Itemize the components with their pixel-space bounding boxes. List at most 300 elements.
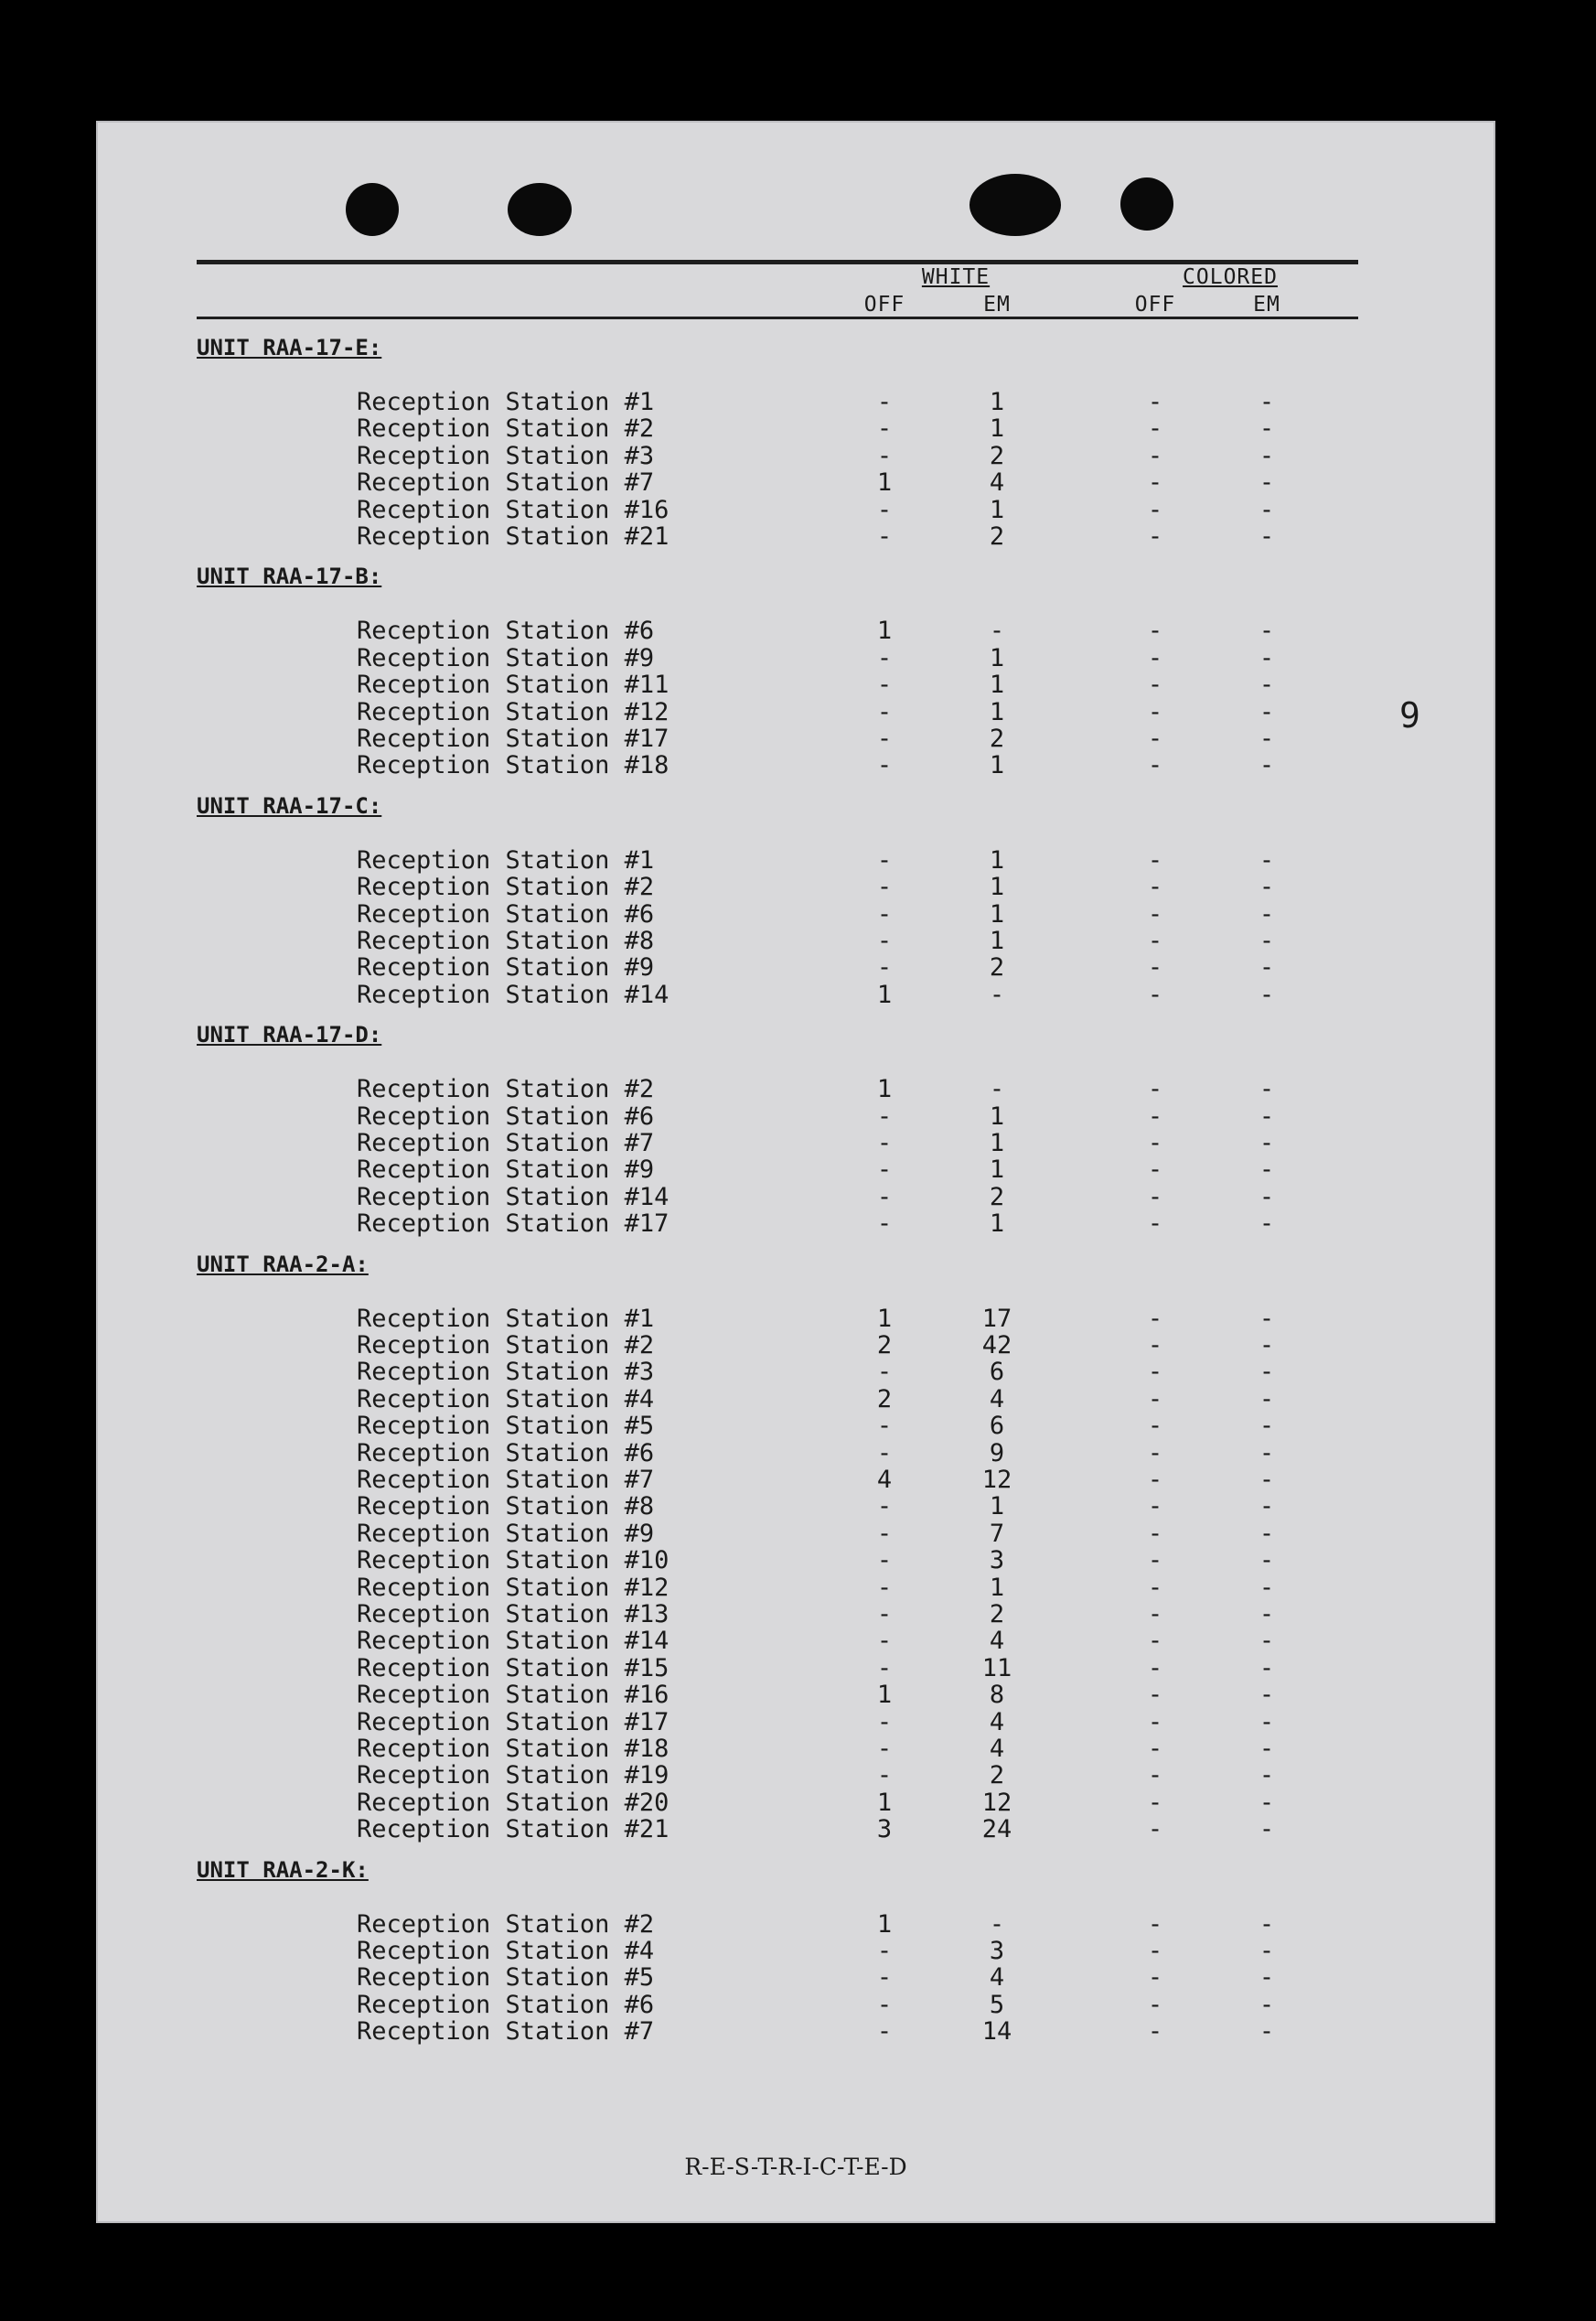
table-row <box>96 671 1495 698</box>
table-row <box>96 644 1495 672</box>
white-off-cell: 1 <box>876 617 893 646</box>
colored-off-cell: - <box>1147 1519 1163 1548</box>
unit-heading: UNIT RAA-17-E: <box>197 335 382 360</box>
colored-em-cell: - <box>1259 1761 1275 1790</box>
colored-em-cell: - <box>1259 1573 1275 1602</box>
colored-em-cell: - <box>1259 1438 1275 1467</box>
table-row <box>96 1681 1495 1708</box>
white-em-cell: 2 <box>989 725 1005 753</box>
white-em-cell: 6 <box>989 1358 1005 1387</box>
white-em-cell: 5 <box>989 1990 1005 2019</box>
white-em-cell: 6 <box>989 1412 1005 1441</box>
station-label: Reception Station #6 <box>357 1438 655 1467</box>
white-em-cell: - <box>989 1075 1005 1104</box>
white-em-cell: 4 <box>989 1963 1005 1993</box>
white-em-cell: - <box>989 1909 1005 1939</box>
colored-em-cell: - <box>1259 899 1275 929</box>
white-em-cell: 12 <box>981 1788 1012 1817</box>
colored-em-cell: - <box>1259 495 1275 524</box>
colored-off-cell: - <box>1147 1600 1163 1628</box>
white-em-cell: 1 <box>989 927 1005 955</box>
colored-em-cell: - <box>1259 414 1275 444</box>
station-label: Reception Station #14 <box>357 1627 669 1656</box>
colored-off-cell: - <box>1147 1466 1163 1494</box>
colored-em-cell: - <box>1259 1788 1275 1817</box>
table-row <box>96 1910 1495 1938</box>
station-label: Reception Station #7 <box>357 2017 655 2047</box>
station-label: Reception Station #14 <box>357 1182 669 1211</box>
white-em-cell: 8 <box>989 1681 1005 1710</box>
colored-off-cell: - <box>1147 617 1163 646</box>
table-row <box>96 1439 1495 1467</box>
white-em-cell: 1 <box>989 388 1005 416</box>
station-label: Reception Station #14 <box>357 980 669 1009</box>
header-white-off: OFF <box>863 293 905 317</box>
table-row <box>96 1520 1495 1547</box>
white-off-cell: 1 <box>876 1909 893 1939</box>
unit-heading: UNIT RAA-2-A: <box>197 1251 369 1277</box>
colored-em-cell: - <box>1259 1129 1275 1157</box>
table-row <box>96 1735 1495 1762</box>
colored-em-cell: - <box>1259 1101 1275 1131</box>
white-em-cell: 1 <box>989 671 1005 700</box>
colored-off-cell: - <box>1147 1963 1163 1993</box>
colored-off-cell: - <box>1147 1735 1163 1763</box>
white-off-cell: 1 <box>876 468 893 498</box>
colored-em-cell: - <box>1259 1075 1275 1104</box>
station-label: Reception Station #9 <box>357 1155 655 1185</box>
white-em-cell: 4 <box>989 1707 1005 1736</box>
colored-off-cell: - <box>1147 1990 1163 2019</box>
colored-off-cell: - <box>1147 1101 1163 1131</box>
colored-off-cell: - <box>1147 927 1163 955</box>
white-em-cell: 1 <box>989 643 1005 672</box>
colored-off-cell: - <box>1147 1304 1163 1333</box>
station-label: Reception Station #8 <box>357 927 655 955</box>
white-off-cell: - <box>876 1209 893 1239</box>
station-label: Reception Station #7 <box>357 468 655 498</box>
white-off-cell: - <box>876 751 893 780</box>
station-label: Reception Station #12 <box>357 1573 669 1602</box>
table-row <box>96 1331 1495 1359</box>
station-label: Reception Station #4 <box>357 1384 655 1413</box>
colored-em-cell: - <box>1259 953 1275 983</box>
white-off-cell: 1 <box>876 1788 893 1817</box>
table-row <box>96 1129 1495 1156</box>
white-off-cell: - <box>876 1653 893 1682</box>
colored-off-cell: - <box>1147 845 1163 875</box>
white-em-cell: 2 <box>989 1761 1005 1790</box>
white-em-cell: 1 <box>989 1573 1005 1602</box>
table-row <box>96 927 1495 954</box>
table-row <box>96 1385 1495 1413</box>
unit-heading: UNIT RAA-17-B: <box>197 564 382 590</box>
colored-em-cell: - <box>1259 2017 1275 2047</box>
table-row <box>96 1761 1495 1789</box>
station-label: Reception Station #18 <box>357 1735 669 1763</box>
station-label: Reception Station #17 <box>357 1209 669 1239</box>
white-off-cell: - <box>876 1546 893 1575</box>
table-row <box>96 1358 1495 1385</box>
white-off-cell: 1 <box>876 1304 893 1333</box>
station-label: Reception Station #13 <box>357 1600 669 1628</box>
white-off-cell: 2 <box>876 1384 893 1413</box>
white-off-cell: - <box>876 643 893 672</box>
unit-heading: UNIT RAA-17-C: <box>197 792 382 819</box>
station-label: Reception Station #9 <box>357 1519 655 1548</box>
station-label: Reception Station #7 <box>357 1129 655 1157</box>
colored-em-cell: - <box>1259 980 1275 1009</box>
white-em-cell: - <box>989 617 1005 646</box>
white-em-cell: 2 <box>989 441 1005 470</box>
table-row <box>96 1466 1495 1493</box>
white-em-cell: 4 <box>989 1627 1005 1656</box>
white-em-cell: 2 <box>989 1600 1005 1628</box>
table-row <box>96 1492 1495 1520</box>
white-off-cell: 4 <box>876 1466 893 1494</box>
station-label: Reception Station #10 <box>357 1546 669 1575</box>
colored-off-cell: - <box>1147 1573 1163 1602</box>
colored-em-cell: - <box>1259 927 1275 955</box>
colored-em-cell: - <box>1259 1304 1275 1333</box>
colored-em-cell: - <box>1259 725 1275 753</box>
colored-off-cell: - <box>1147 1909 1163 1939</box>
table-row <box>96 468 1495 496</box>
white-em-cell: 24 <box>981 1815 1012 1844</box>
table-row <box>96 981 1495 1008</box>
white-em-cell: 2 <box>989 1182 1005 1211</box>
white-off-cell: - <box>876 1963 893 1993</box>
colored-off-cell: - <box>1147 1412 1163 1441</box>
colored-em-cell: - <box>1259 1815 1275 1844</box>
colored-off-cell: - <box>1147 1546 1163 1575</box>
table-row <box>96 725 1495 752</box>
page-number: 9 <box>1399 695 1420 736</box>
station-label: Reception Station #2 <box>357 1909 655 1939</box>
colored-off-cell: - <box>1147 1815 1163 1844</box>
colored-off-cell: - <box>1147 1681 1163 1710</box>
colored-off-cell: - <box>1147 1182 1163 1211</box>
colored-off-cell: - <box>1147 414 1163 444</box>
white-em-cell: 4 <box>989 468 1005 498</box>
white-off-cell: 2 <box>876 1331 893 1359</box>
white-off-cell: - <box>876 522 893 551</box>
colored-off-cell: - <box>1147 1653 1163 1682</box>
colored-em-cell: - <box>1259 1909 1275 1939</box>
colored-em-cell: - <box>1259 671 1275 700</box>
white-em-cell: 1 <box>989 873 1005 902</box>
white-off-cell: - <box>876 1707 893 1736</box>
white-em-cell: 2 <box>989 522 1005 551</box>
station-label: Reception Station #15 <box>357 1653 669 1682</box>
white-off-cell: - <box>876 1761 893 1790</box>
white-off-cell: - <box>876 953 893 983</box>
white-off-cell: - <box>876 2017 893 2047</box>
header-bottom-rule <box>197 317 1358 319</box>
colored-em-cell: - <box>1259 1155 1275 1185</box>
colored-em-cell: - <box>1259 1990 1275 2019</box>
station-label: Reception Station #9 <box>357 953 655 983</box>
white-off-cell: - <box>876 1990 893 2019</box>
table-row <box>96 1183 1495 1210</box>
header-white: WHITE <box>921 265 991 289</box>
white-off-cell: - <box>876 671 893 700</box>
station-label: Reception Station #1 <box>357 388 655 416</box>
colored-em-cell: - <box>1259 522 1275 551</box>
white-off-cell: - <box>876 873 893 902</box>
station-label: Reception Station #2 <box>357 1075 655 1104</box>
white-em-cell: 9 <box>989 1438 1005 1467</box>
table-row <box>96 522 1495 550</box>
colored-off-cell: - <box>1147 522 1163 551</box>
white-em-cell: 3 <box>989 1546 1005 1575</box>
colored-em-cell: - <box>1259 643 1275 672</box>
table-row <box>96 617 1495 644</box>
colored-em-cell: - <box>1259 1963 1275 1993</box>
white-off-cell: - <box>876 1600 893 1628</box>
colored-em-cell: - <box>1259 1627 1275 1656</box>
colored-off-cell: - <box>1147 1438 1163 1467</box>
restricted-footer: R-E-S-T-R-I-C-T-E-D <box>684 2154 907 2180</box>
table-row <box>96 1209 1495 1237</box>
table-row <box>96 1937 1495 1964</box>
header-top-rule <box>197 260 1358 264</box>
colored-off-cell: - <box>1147 1331 1163 1359</box>
colored-em-cell: - <box>1259 1466 1275 1494</box>
station-label: Reception Station #6 <box>357 1101 655 1131</box>
white-off-cell: 1 <box>876 1681 893 1710</box>
white-off-cell: - <box>876 495 893 524</box>
white-off-cell: - <box>876 1937 893 1965</box>
table-row <box>96 751 1495 779</box>
white-em-cell: 7 <box>989 1519 1005 1548</box>
colored-em-cell: - <box>1259 1182 1275 1211</box>
colored-off-cell: - <box>1147 643 1163 672</box>
colored-off-cell: - <box>1147 751 1163 780</box>
colored-em-cell: - <box>1259 697 1275 726</box>
colored-off-cell: - <box>1147 1937 1163 1965</box>
station-label: Reception Station #7 <box>357 1466 655 1494</box>
table-row <box>96 873 1495 900</box>
white-off-cell: - <box>876 1627 893 1656</box>
table-row <box>96 1412 1495 1439</box>
colored-em-cell: - <box>1259 1384 1275 1413</box>
table-row <box>96 442 1495 469</box>
colored-em-cell: - <box>1259 388 1275 416</box>
punch-hole <box>508 183 572 236</box>
white-em-cell: 1 <box>989 697 1005 726</box>
white-off-cell: - <box>876 927 893 955</box>
colored-off-cell: - <box>1147 725 1163 753</box>
header-colored: COLORED <box>1183 265 1278 289</box>
white-off-cell: - <box>876 441 893 470</box>
colored-off-cell: - <box>1147 697 1163 726</box>
colored-off-cell: - <box>1147 953 1163 983</box>
header-colored-off: OFF <box>1134 293 1176 317</box>
station-label: Reception Station #18 <box>357 751 669 780</box>
station-label: Reception Station #12 <box>357 697 669 726</box>
white-off-cell: 1 <box>876 1075 893 1104</box>
colored-em-cell: - <box>1259 1546 1275 1575</box>
table-row <box>96 1574 1495 1601</box>
header-colored-em: EM <box>1253 293 1280 317</box>
colored-em-cell: - <box>1259 1681 1275 1710</box>
colored-off-cell: - <box>1147 1358 1163 1387</box>
station-label: Reception Station #20 <box>357 1788 669 1817</box>
white-em-cell: 12 <box>981 1466 1012 1494</box>
station-label: Reception Station #16 <box>357 1681 669 1710</box>
white-em-cell: 1 <box>989 1492 1005 1521</box>
colored-off-cell: - <box>1147 1761 1163 1790</box>
white-em-cell: - <box>989 980 1005 1009</box>
header-white-em: EM <box>983 293 1011 317</box>
white-em-cell: 4 <box>989 1384 1005 1413</box>
station-label: Reception Station #17 <box>357 725 669 753</box>
station-label: Reception Station #5 <box>357 1412 655 1441</box>
station-label: Reception Station #9 <box>357 643 655 672</box>
punch-hole <box>1120 177 1173 231</box>
punch-hole <box>969 174 1061 236</box>
white-off-cell: - <box>876 899 893 929</box>
colored-em-cell: - <box>1259 873 1275 902</box>
table-row <box>96 900 1495 928</box>
white-em-cell: 11 <box>981 1653 1012 1682</box>
colored-off-cell: - <box>1147 1788 1163 1817</box>
table-row <box>96 1627 1495 1654</box>
punch-hole <box>346 183 399 236</box>
station-label: Reception Station #3 <box>357 441 655 470</box>
colored-em-cell: - <box>1259 1735 1275 1763</box>
station-label: Reception Station #6 <box>357 617 655 646</box>
colored-off-cell: - <box>1147 1155 1163 1185</box>
table-row <box>96 1305 1495 1332</box>
white-off-cell: - <box>876 1438 893 1467</box>
white-off-cell: 1 <box>876 980 893 1009</box>
white-off-cell: - <box>876 1735 893 1763</box>
colored-em-cell: - <box>1259 1653 1275 1682</box>
white-em-cell: 1 <box>989 1155 1005 1185</box>
colored-em-cell: - <box>1259 468 1275 498</box>
colored-em-cell: - <box>1259 617 1275 646</box>
station-label: Reception Station #17 <box>357 1707 669 1736</box>
colored-em-cell: - <box>1259 1707 1275 1736</box>
white-off-cell: - <box>876 388 893 416</box>
station-label: Reception Station #8 <box>357 1492 655 1521</box>
colored-em-cell: - <box>1259 845 1275 875</box>
colored-off-cell: - <box>1147 1209 1163 1239</box>
white-off-cell: - <box>876 1155 893 1185</box>
table-row <box>96 2017 1495 2045</box>
white-em-cell: 14 <box>981 2017 1012 2047</box>
station-label: Reception Station #3 <box>357 1358 655 1387</box>
colored-off-cell: - <box>1147 388 1163 416</box>
white-em-cell: 3 <box>989 1937 1005 1965</box>
table-row <box>96 1600 1495 1628</box>
colored-em-cell: - <box>1259 751 1275 780</box>
colored-em-cell: - <box>1259 441 1275 470</box>
table-row <box>96 1991 1495 2018</box>
colored-off-cell: - <box>1147 1627 1163 1656</box>
white-off-cell: - <box>876 1412 893 1441</box>
station-label: Reception Station #6 <box>357 899 655 929</box>
table-row <box>96 1075 1495 1102</box>
white-off-cell: - <box>876 1358 893 1387</box>
colored-off-cell: - <box>1147 468 1163 498</box>
table-row <box>96 698 1495 725</box>
station-label: Reception Station #5 <box>357 1963 655 1993</box>
unit-heading: UNIT RAA-17-D: <box>197 1022 382 1048</box>
white-em-cell: 1 <box>989 1101 1005 1131</box>
white-off-cell: 3 <box>876 1815 893 1844</box>
unit-heading: UNIT RAA-2-K: <box>197 1856 369 1883</box>
white-off-cell: - <box>876 1182 893 1211</box>
white-em-cell: 1 <box>989 1209 1005 1239</box>
station-label: Reception Station #6 <box>357 1990 655 2019</box>
station-label: Reception Station #2 <box>357 414 655 444</box>
table-row <box>96 1155 1495 1183</box>
white-em-cell: 4 <box>989 1735 1005 1763</box>
colored-em-cell: - <box>1259 1937 1275 1965</box>
station-label: Reception Station #4 <box>357 1937 655 1965</box>
table-row <box>96 953 1495 981</box>
white-off-cell: - <box>876 1101 893 1131</box>
colored-em-cell: - <box>1259 1358 1275 1387</box>
white-em-cell: 2 <box>989 953 1005 983</box>
table-row <box>96 1654 1495 1682</box>
colored-off-cell: - <box>1147 1492 1163 1521</box>
table-row <box>96 1546 1495 1574</box>
white-em-cell: 1 <box>989 495 1005 524</box>
colored-off-cell: - <box>1147 441 1163 470</box>
station-label: Reception Station #2 <box>357 1331 655 1359</box>
colored-off-cell: - <box>1147 495 1163 524</box>
colored-off-cell: - <box>1147 671 1163 700</box>
white-em-cell: 1 <box>989 751 1005 780</box>
white-off-cell: - <box>876 1519 893 1548</box>
station-label: Reception Station #1 <box>357 1304 655 1333</box>
table-row <box>96 1789 1495 1816</box>
station-label: Reception Station #2 <box>357 873 655 902</box>
colored-off-cell: - <box>1147 1075 1163 1104</box>
table-row <box>96 1963 1495 1991</box>
colored-em-cell: - <box>1259 1209 1275 1239</box>
colored-off-cell: - <box>1147 2017 1163 2047</box>
colored-em-cell: - <box>1259 1492 1275 1521</box>
table-row <box>96 846 1495 874</box>
station-label: Reception Station #21 <box>357 1815 669 1844</box>
table-row <box>96 1708 1495 1735</box>
white-off-cell: - <box>876 1129 893 1157</box>
station-label: Reception Station #16 <box>357 495 669 524</box>
table-row <box>96 496 1495 523</box>
station-label: Reception Station #21 <box>357 522 669 551</box>
white-em-cell: 1 <box>989 1129 1005 1157</box>
document-page <box>96 121 1495 2223</box>
white-em-cell: 1 <box>989 899 1005 929</box>
white-off-cell: - <box>876 1492 893 1521</box>
white-off-cell: - <box>876 1573 893 1602</box>
white-em-cell: 42 <box>981 1331 1012 1359</box>
white-off-cell: - <box>876 697 893 726</box>
table-row <box>96 1815 1495 1843</box>
colored-off-cell: - <box>1147 899 1163 929</box>
station-label: Reception Station #1 <box>357 845 655 875</box>
colored-em-cell: - <box>1259 1600 1275 1628</box>
table-row <box>96 1102 1495 1130</box>
white-em-cell: 1 <box>989 845 1005 875</box>
white-off-cell: - <box>876 414 893 444</box>
colored-off-cell: - <box>1147 1707 1163 1736</box>
